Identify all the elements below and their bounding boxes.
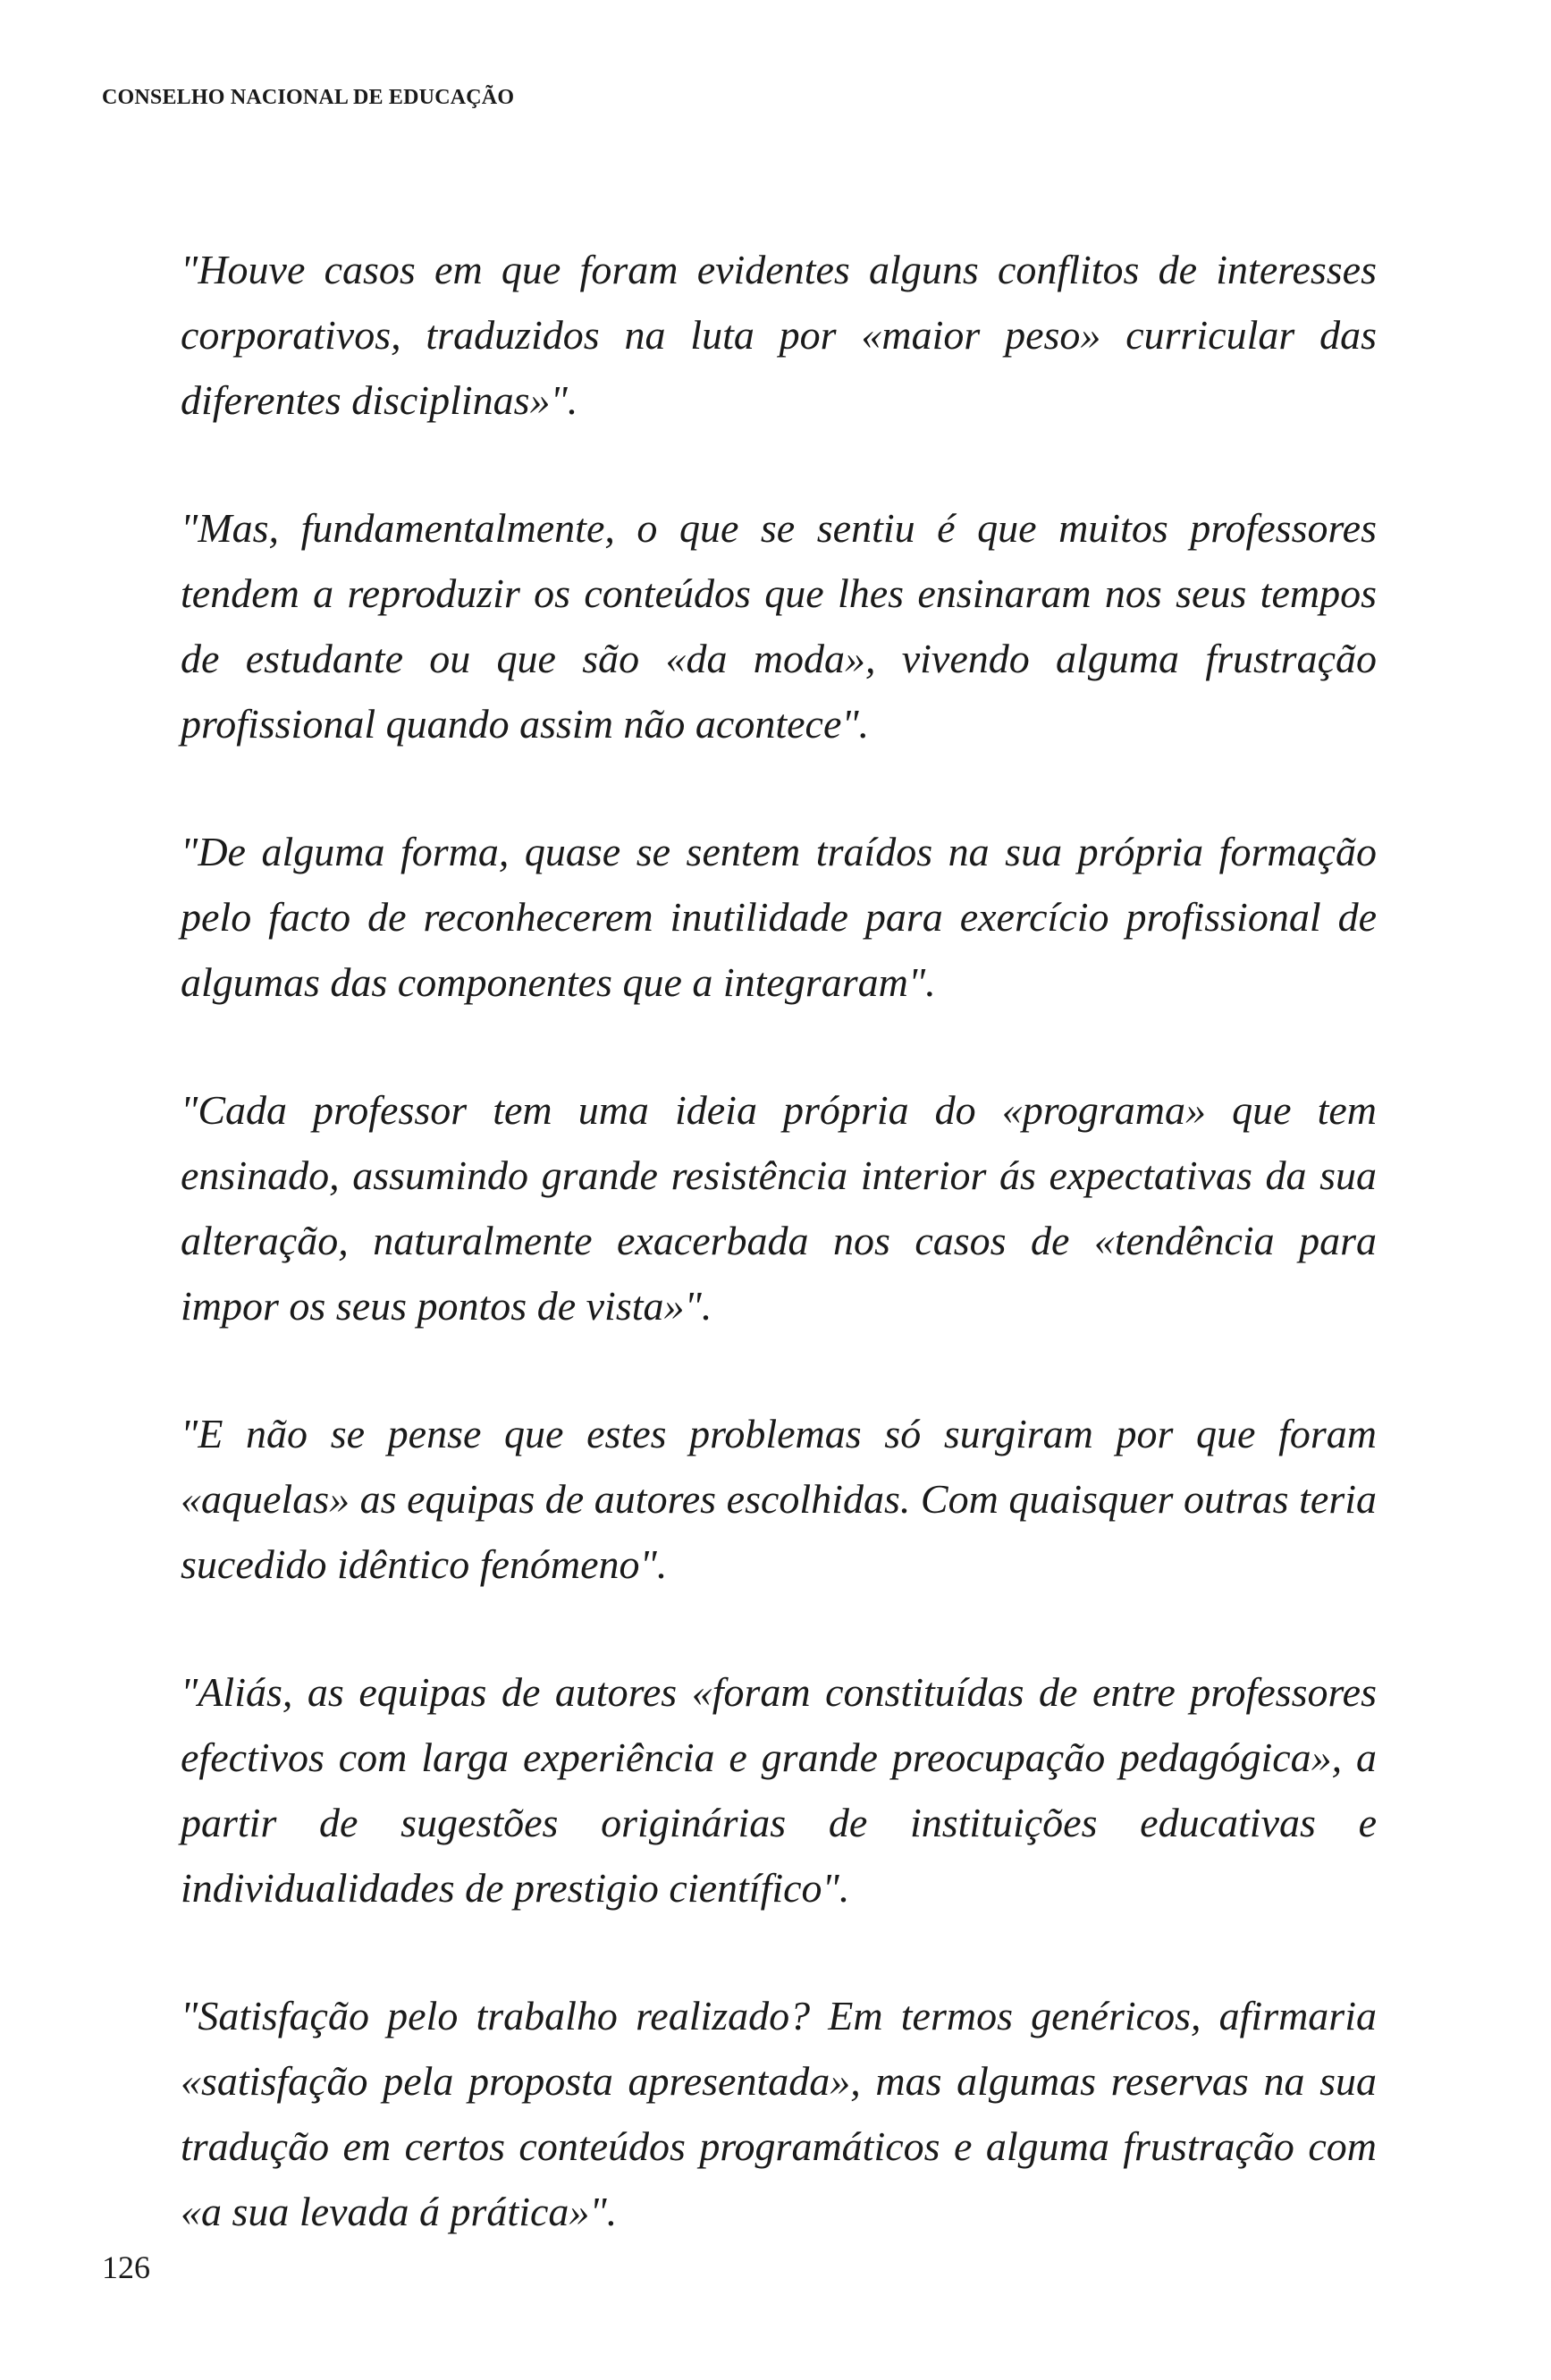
quote-paragraph: "De alguma forma, quase se sentem traídos na sua própria formação pelo facto de reconhecerem inutilidade para exercício profissional de algumas das componentes que a integraram".	[181, 829, 1377, 1005]
quote-paragraph: "Cada professor tem uma ideia própria do «programa» que tem ensinado, assumindo grande resistência interior ás expectativas da sua alteração, naturalmente exacerbada nos casos de «tendência para impor os seus pontos de vista»".	[181, 1087, 1377, 1329]
quote-paragraph: "Satisfação pelo trabalho realizado? Em termos genéricos, afirmaria «satisfação pela proposta apresentada», mas algumas reservas na sua tradução em certos conteúdos programáticos e alguma frustração com «a sua levada á prática»".	[181, 1993, 1377, 2234]
quote-paragraph: "Mas, fundamentalmente, o que se sentiu é que muitos professores tendem a reproduzir os conteúdos que lhes ensinaram nos seus tempos de estudante ou que são «da moda», vivendo alguma frustração profissional quando assim não acontece".	[181, 505, 1377, 747]
quote-paragraph: "Houve casos em que foram evidentes alguns conflitos de interesses corporativos, traduzidos na luta por «maior peso» curricular das diferentes disciplinas»".	[181, 247, 1377, 423]
running-header: CONSELHO NACIONAL DE EDUCAÇÃO	[102, 86, 515, 109]
quote-paragraph: "Aliás, as equipas de autores «foram constituídas de entre professores efectivos com larga experiência e grande preocupação pedagógica», a partir de sugestões originárias de instituições educativas e individualidades de prestigio científico".	[181, 1669, 1377, 1911]
quote-paragraph: "E não se pense que estes problemas só surgiram por que foram «aquelas» as equipas de autores escolhidas. Com quaisquer outras teria sucedido idêntico fenómeno".	[181, 1411, 1377, 1587]
quotes-body	[181, 237, 1377, 2244]
page-number: 126	[102, 2249, 150, 2285]
